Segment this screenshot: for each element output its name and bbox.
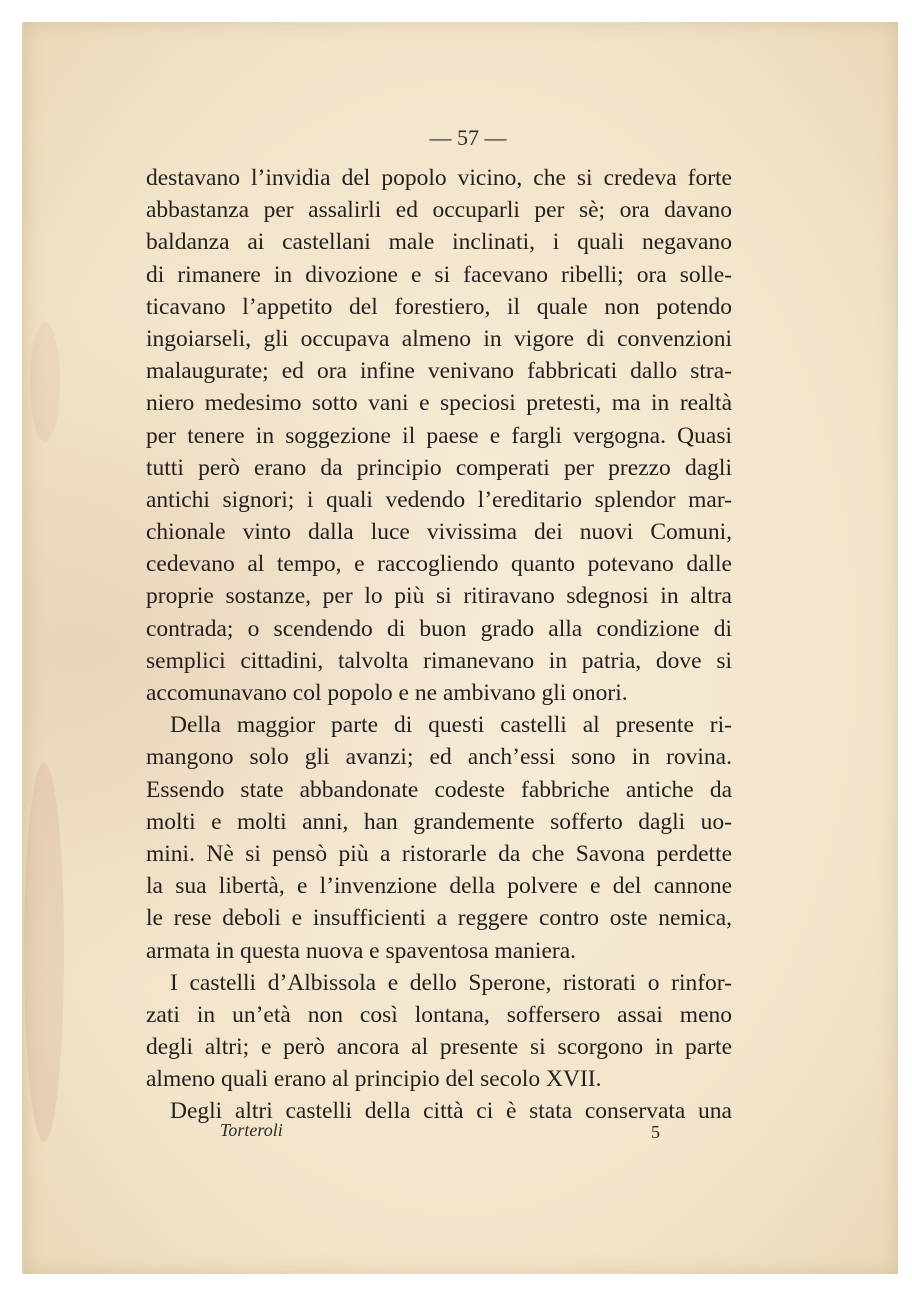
text-line: per tenere in soggezione il paese e fargli vergogna. Quasi	[146, 422, 732, 449]
signature-number: 5	[651, 1122, 660, 1142]
text-line: chionale vinto dalla luce vivissima dei nuovi Comuni,	[146, 519, 732, 546]
text-line: le rese deboli e insufficienti a reggere contro oste nemica,	[146, 905, 732, 932]
signature-line	[220, 1120, 660, 1150]
text-line: di rimanere in divozione e si facevano ribelli; ora solle-	[146, 261, 732, 288]
text-line: ingoiarseli, gli occupava almeno in vigore di convenzioni	[146, 325, 732, 352]
text-line: abbastanza per assalirli ed occuparli per sè; ora davano	[146, 197, 732, 224]
text-line: semplici cittadini, talvolta rimanevano in patria, dove si	[146, 647, 732, 674]
book-page	[22, 22, 898, 1274]
age-stain	[30, 322, 60, 442]
text-line: Della maggior parte di questi castelli al presente ri-	[170, 712, 732, 739]
text-line: mini. Nè si pensò più a ristorarle da che Savona perdette	[146, 840, 732, 867]
text-line: proprie sostanze, per lo più si ritiravano sdegnosi in altra	[146, 583, 732, 610]
text-line: malaugurate; ed ora infine venivano fabbricati dallo stra-	[146, 358, 732, 385]
text-line: molti e molti anni, han grandemente sofferto dagli uo-	[146, 808, 732, 835]
text-line: cedevano al tempo, e raccogliendo quanto potevano dalle	[146, 551, 732, 578]
text-line: baldanza ai castellani male inclinati, i quali negavano	[146, 229, 732, 256]
text-line: antichi signori; i quali vedendo l’ereditario splendor mar-	[146, 486, 732, 513]
text-line: Degli altri castelli della città ci è stata conservata una	[170, 1098, 732, 1125]
page-number: — 57 —	[429, 125, 507, 150]
age-stain	[24, 762, 64, 1142]
text-line: mangono solo gli avanzi; ed anch’essi sono in rovina.	[146, 744, 732, 771]
text-line: zati in un’età non così lontana, soffersero assai meno	[146, 1001, 732, 1028]
text-line: I castelli d’Albissola e dello Sperone, ristorati o rinfor-	[170, 969, 732, 996]
text-line: contrada; o scendendo di buon grado alla condizione di	[146, 615, 732, 642]
text-line: niero medesimo sotto vani e speciosi pretesti, ma in realtà	[146, 390, 732, 417]
text-line: degli altri; e però ancora al presente si scorgono in parte	[146, 1034, 732, 1061]
text-line: ticavano l’appetito del forestiero, il quale non potendo	[146, 293, 732, 320]
text-line: tutti però erano da principio comperati per prezzo dagli	[146, 454, 732, 481]
text-line: armata in questa nuova e spaventosa maniera.	[146, 937, 577, 964]
text-line: almeno quali erano al principio del secolo XVII.	[146, 1066, 602, 1093]
text-line: accomunavano col popolo e ne ambivano gli onori.	[146, 680, 628, 706]
signature-name: Torteroli	[220, 1120, 283, 1140]
text-line: destavano l’invidia del popolo vicino, che si credeva forte	[146, 165, 732, 191]
text-line: Essendo state abbandonate codeste fabbriche antiche da	[146, 776, 732, 803]
text-line: la sua libertà, e l’invenzione della polvere e del cannone	[146, 873, 732, 900]
body-text	[146, 162, 732, 1128]
